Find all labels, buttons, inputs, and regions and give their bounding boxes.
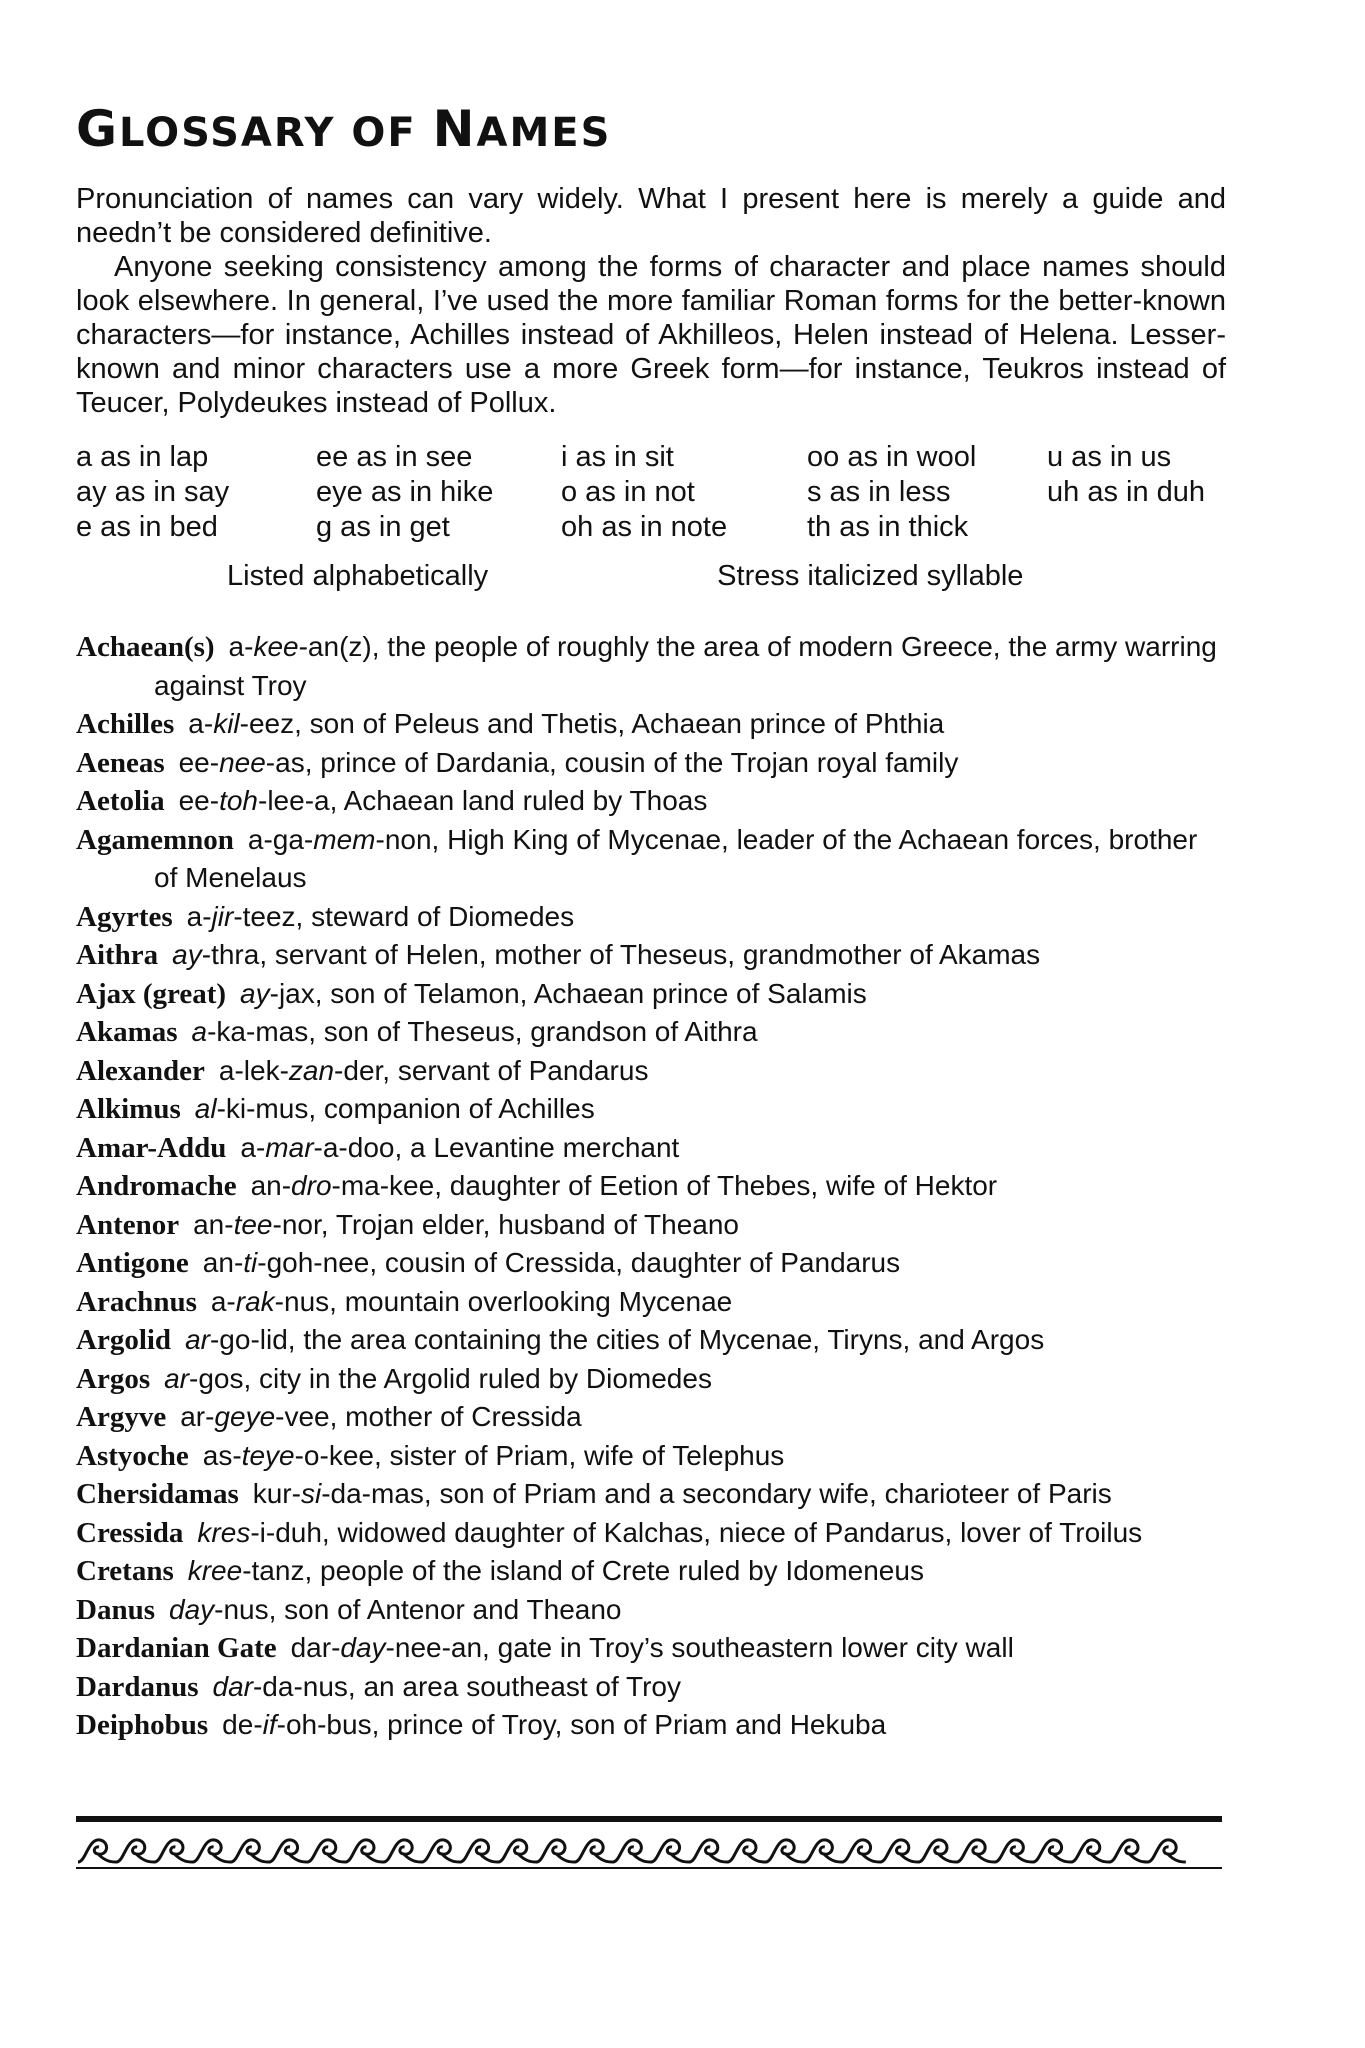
entry-definition: -nus, mountain overlooking Mycenae [274,1285,733,1317]
entry-pronunciation-pre: a- [240,1131,266,1163]
glossary-entry [76,975,1226,1014]
glossary-entry [76,1167,1226,1206]
glossary-entry [76,1706,1226,1745]
entry-definition: -jax, son of Telamon, Achaean prince of Salamis [269,977,867,1009]
glossary-entry [76,1360,1226,1399]
entry-stressed-syllable: kree [187,1555,243,1586]
entry-term: Astyoche [76,1439,189,1472]
pronunciation-item: e as in bed [76,511,218,543]
glossary-entry [76,1052,1226,1091]
entry-term: Aithra [76,939,159,971]
intro [76,182,1226,420]
entry-term: Cressida [76,1516,184,1549]
glossary-entry [76,1321,1226,1360]
entry-term: Achaean(s) [76,631,215,663]
entry-term: Alkimus [76,1093,181,1125]
divider-rule [76,1816,1222,1822]
entry-definition: -ma-kee, daughter of Eetion of Thebes, wife of Hektor [331,1170,998,1201]
entry-term: Agyrtes [76,900,173,933]
entry-stressed-syllable: ar [185,1324,210,1355]
entry-pronunciation-pre: ar- [180,1401,215,1432]
glossary-entry [76,1552,1226,1591]
entry-definition: -go-lid, the area containing the cities of Mycenae, Tiryns, and Argos [209,1324,1045,1355]
entry-definition: -teez, steward of Diomedes [233,900,575,932]
entry-definition: -da-nus, an area southeast of Troy [252,1670,681,1702]
entry-stressed-syllable: if [262,1709,277,1740]
entry-definition: -goh-nee, cousin of Cressida, daughter of Pandarus [257,1247,901,1278]
entry-definition: -nor, Trojan elder, husband of Theano [272,1208,739,1240]
glossary-entry [76,821,1226,898]
entry-stressed-syllable: kres [197,1516,251,1548]
entry-definition: -tanz, people of the island of Crete ruled by Idomeneus [242,1555,924,1586]
entry-definition: -ka-mas, son of Theseus, grandson of Aithra [207,1016,758,1047]
pronunciation-item: th as in thick [807,511,969,543]
entry-stressed-syllable: teye [241,1439,295,1471]
entry-term: Deiphobus [76,1709,209,1741]
entry-term: Achilles [76,708,175,740]
glossary-entry [76,1013,1226,1052]
glossary-entry [76,1090,1226,1129]
entry-term: Danus [76,1593,155,1626]
pronunciation-item: uh as in duh [1047,476,1206,508]
pronunciation-item: ay as in say [76,476,230,508]
legend [76,559,1226,594]
entry-stressed-syllable: ar [164,1362,190,1394]
entry-definition: -as, prince of Dardania, cousin of the Trojan royal family [265,746,959,778]
entry-stressed-syllable: al [194,1093,217,1124]
entry-pronunciation-pre: a- [228,631,254,662]
pronunciation-item: i as in sit [561,441,674,473]
pronunciation-item: u as in us [1047,441,1172,473]
entry-pronunciation-pre: ee- [178,746,220,778]
title-initial-n: N [432,100,477,158]
glossary-entry [76,1437,1226,1476]
title-names-rest: AMES [476,110,612,156]
entry-term: Ajax (great) [76,977,227,1010]
entry-stressed-syllable: ay [172,939,202,970]
entry-definition: -an(z), the people of roughly the area of modern Greece, the army warring against Troy [154,631,1217,701]
entry-pronunciation-pre: dar- [290,1632,341,1663]
entry-definition: -vee, mother of Cressida [275,1401,582,1432]
entry-term: Alexander [76,1054,205,1087]
entry-stressed-syllable: tee [233,1208,273,1240]
legend-stress: Stress italicized syllable [717,560,1024,592]
glossary-entry [76,1398,1226,1437]
entry-definition: -a-doo, a Levantine merchant [313,1131,680,1163]
entry-definition: -oh-bus, prince of Troy, son of Priam and Hekuba [276,1709,887,1740]
entry-stressed-syllable: mem [313,823,376,855]
entry-stressed-syllable: toh [219,785,258,816]
glossary-entry [76,1668,1226,1707]
pronunciation-item: ee as in see [316,441,473,473]
entry-stressed-syllable: jir [211,900,234,932]
entry-pronunciation-pre: a-lek- [218,1054,289,1086]
entry-definition: -lee-a, Achaean land ruled by Thoas [258,785,708,816]
entry-stressed-syllable: nee [219,746,266,778]
entry-term: Aetolia [76,785,165,817]
entry-pronunciation-pre: kur- [252,1478,301,1509]
entry-stressed-syllable: si [300,1478,322,1509]
entry-stressed-syllable: mar [265,1131,314,1163]
wave-pattern [78,1840,1186,1862]
entry-term: Antenor [76,1208,180,1241]
pronunciation-item: oo as in wool [807,441,977,473]
entry-definition: -nee-an, gate in Troy’s southeastern lower city wall [385,1632,1014,1663]
entry-definition: -gos, city in the Argolid ruled by Diomedes [189,1362,712,1394]
intro-paragraph: Anyone seeking consistency among the forms of character and place names should look elsewhere. In general, I’ve used the more familiar Roman forms for the better-known characters—for instance, Achilles instead of Akhilleos, Helen instead of Helena. Lesser-known and minor characters use a more Greek form—for instance, Teukros instead of Teucer, Polydeukes instead of Pollux. [76,251,1226,419]
glossary-entry [76,782,1226,821]
entry-pronunciation-pre: ee- [178,785,220,816]
entry-stressed-syllable: ay [240,977,270,1009]
glossary-entry [76,1629,1226,1668]
entry-term: Amar-Addu [76,1131,227,1164]
entry-pronunciation-pre: an- [202,1247,244,1278]
pronunciation-item: s as in less [807,476,951,508]
entry-term: Cretans [76,1555,174,1587]
entry-definition: -da-mas, son of Priam and a secondary wife, charioteer of Paris [321,1478,1112,1509]
entry-term: Akamas [76,1016,178,1048]
entry-pronunciation-pre: an- [250,1170,292,1201]
pronunciation-item: eye as in hike [316,476,494,508]
entry-definition: -o-kee, sister of Priam, wife of Telephus [294,1439,785,1471]
pronunciation-item: a as in lap [76,441,209,473]
entry-pronunciation-pre: de- [222,1709,263,1740]
glossary-page [76,100,1226,1745]
entry-stressed-syllable: day [169,1593,215,1625]
entry-term: Arachnus [76,1285,197,1318]
entry-pronunciation-pre: an- [193,1208,234,1240]
legend-listing: Listed alphabetically [227,560,489,592]
glossary-entry [76,744,1226,783]
entry-stressed-syllable: kee [253,631,299,662]
glossary-entry [76,705,1226,744]
glossary-entry [76,936,1226,975]
pronunciation-key [76,440,1226,545]
pronunciation-item [1047,510,1226,545]
entry-term: Agamemnon [76,823,234,856]
entry-stressed-syllable: day [340,1632,386,1663]
entry-pronunciation-pre: a- [210,1285,236,1317]
title-of: OF [351,110,417,156]
entry-stressed-syllable: ti [243,1247,258,1278]
page-title [76,100,1226,158]
title-glossary-rest: LOSSARY [119,110,336,156]
intro-paragraph: Pronunciation of names can vary widely. What I present here is merely a guide and needn’t be considered definitive. [76,183,1226,249]
entry-stressed-syllable: dro [291,1170,332,1201]
glossary-entry [76,1283,1226,1322]
entry-pronunciation-pre: a- [186,900,212,932]
glossary-entries [76,628,1226,1745]
entry-stressed-syllable: dar [212,1670,253,1702]
entry-pronunciation-pre: as- [202,1439,242,1471]
entry-definition: -thra, servant of Helen, mother of Theseus, grandmother of Akamas [201,939,1041,970]
entry-stressed-syllable: kil [213,708,240,739]
entry-definition: -non, High King of Mycenae, leader of the Achaean forces, brother of Menelaus [154,823,1198,893]
pronunciation-item: oh as in note [561,511,728,543]
entry-term: Dardanian Gate [76,1632,277,1664]
glossary-entry [76,1206,1226,1245]
glossary-entry [76,1244,1226,1283]
glossary-entry [76,1514,1226,1553]
title-initial-g: G [76,100,120,158]
entry-stressed-syllable: geye [214,1401,276,1432]
glossary-entry [76,628,1226,705]
entry-term: Antigone [76,1247,189,1279]
entry-definition: -nus, son of Antenor and Theano [214,1593,622,1625]
entry-definition: -eez, son of Peleus and Thetis, Achaean prince of Phthia [239,708,945,739]
entry-term: Chersidamas [76,1478,239,1510]
glossary-entry [76,1129,1226,1168]
entry-term: Dardanus [76,1670,199,1703]
pronunciation-item: o as in not [561,476,695,508]
entry-stressed-syllable: a [191,1016,208,1047]
entry-term: Argos [76,1362,151,1395]
glossary-entry [76,898,1226,937]
entry-term: Argyve [76,1401,167,1433]
entry-stressed-syllable: rak [235,1285,275,1317]
entry-term: Argolid [76,1324,172,1356]
pronunciation-item: g as in get [316,511,450,543]
glossary-entry [76,1591,1226,1630]
entry-term: Aeneas [76,746,165,779]
entry-pronunciation-pre: a-ga- [247,823,314,855]
entry-definition: -ki-mus, companion of Achilles [216,1093,595,1124]
glossary-entry [76,1475,1226,1514]
entry-pronunciation-pre: a- [188,708,214,739]
entry-definition: -i-duh, widowed daughter of Kalchas, niece of Pandarus, lover of Troilus [250,1516,1143,1548]
entry-term: Andromache [76,1170,237,1202]
entry-stressed-syllable: zan [288,1054,335,1086]
greek-wave-border [76,1832,1222,1872]
entry-definition: -der, servant of Pandarus [334,1054,649,1086]
